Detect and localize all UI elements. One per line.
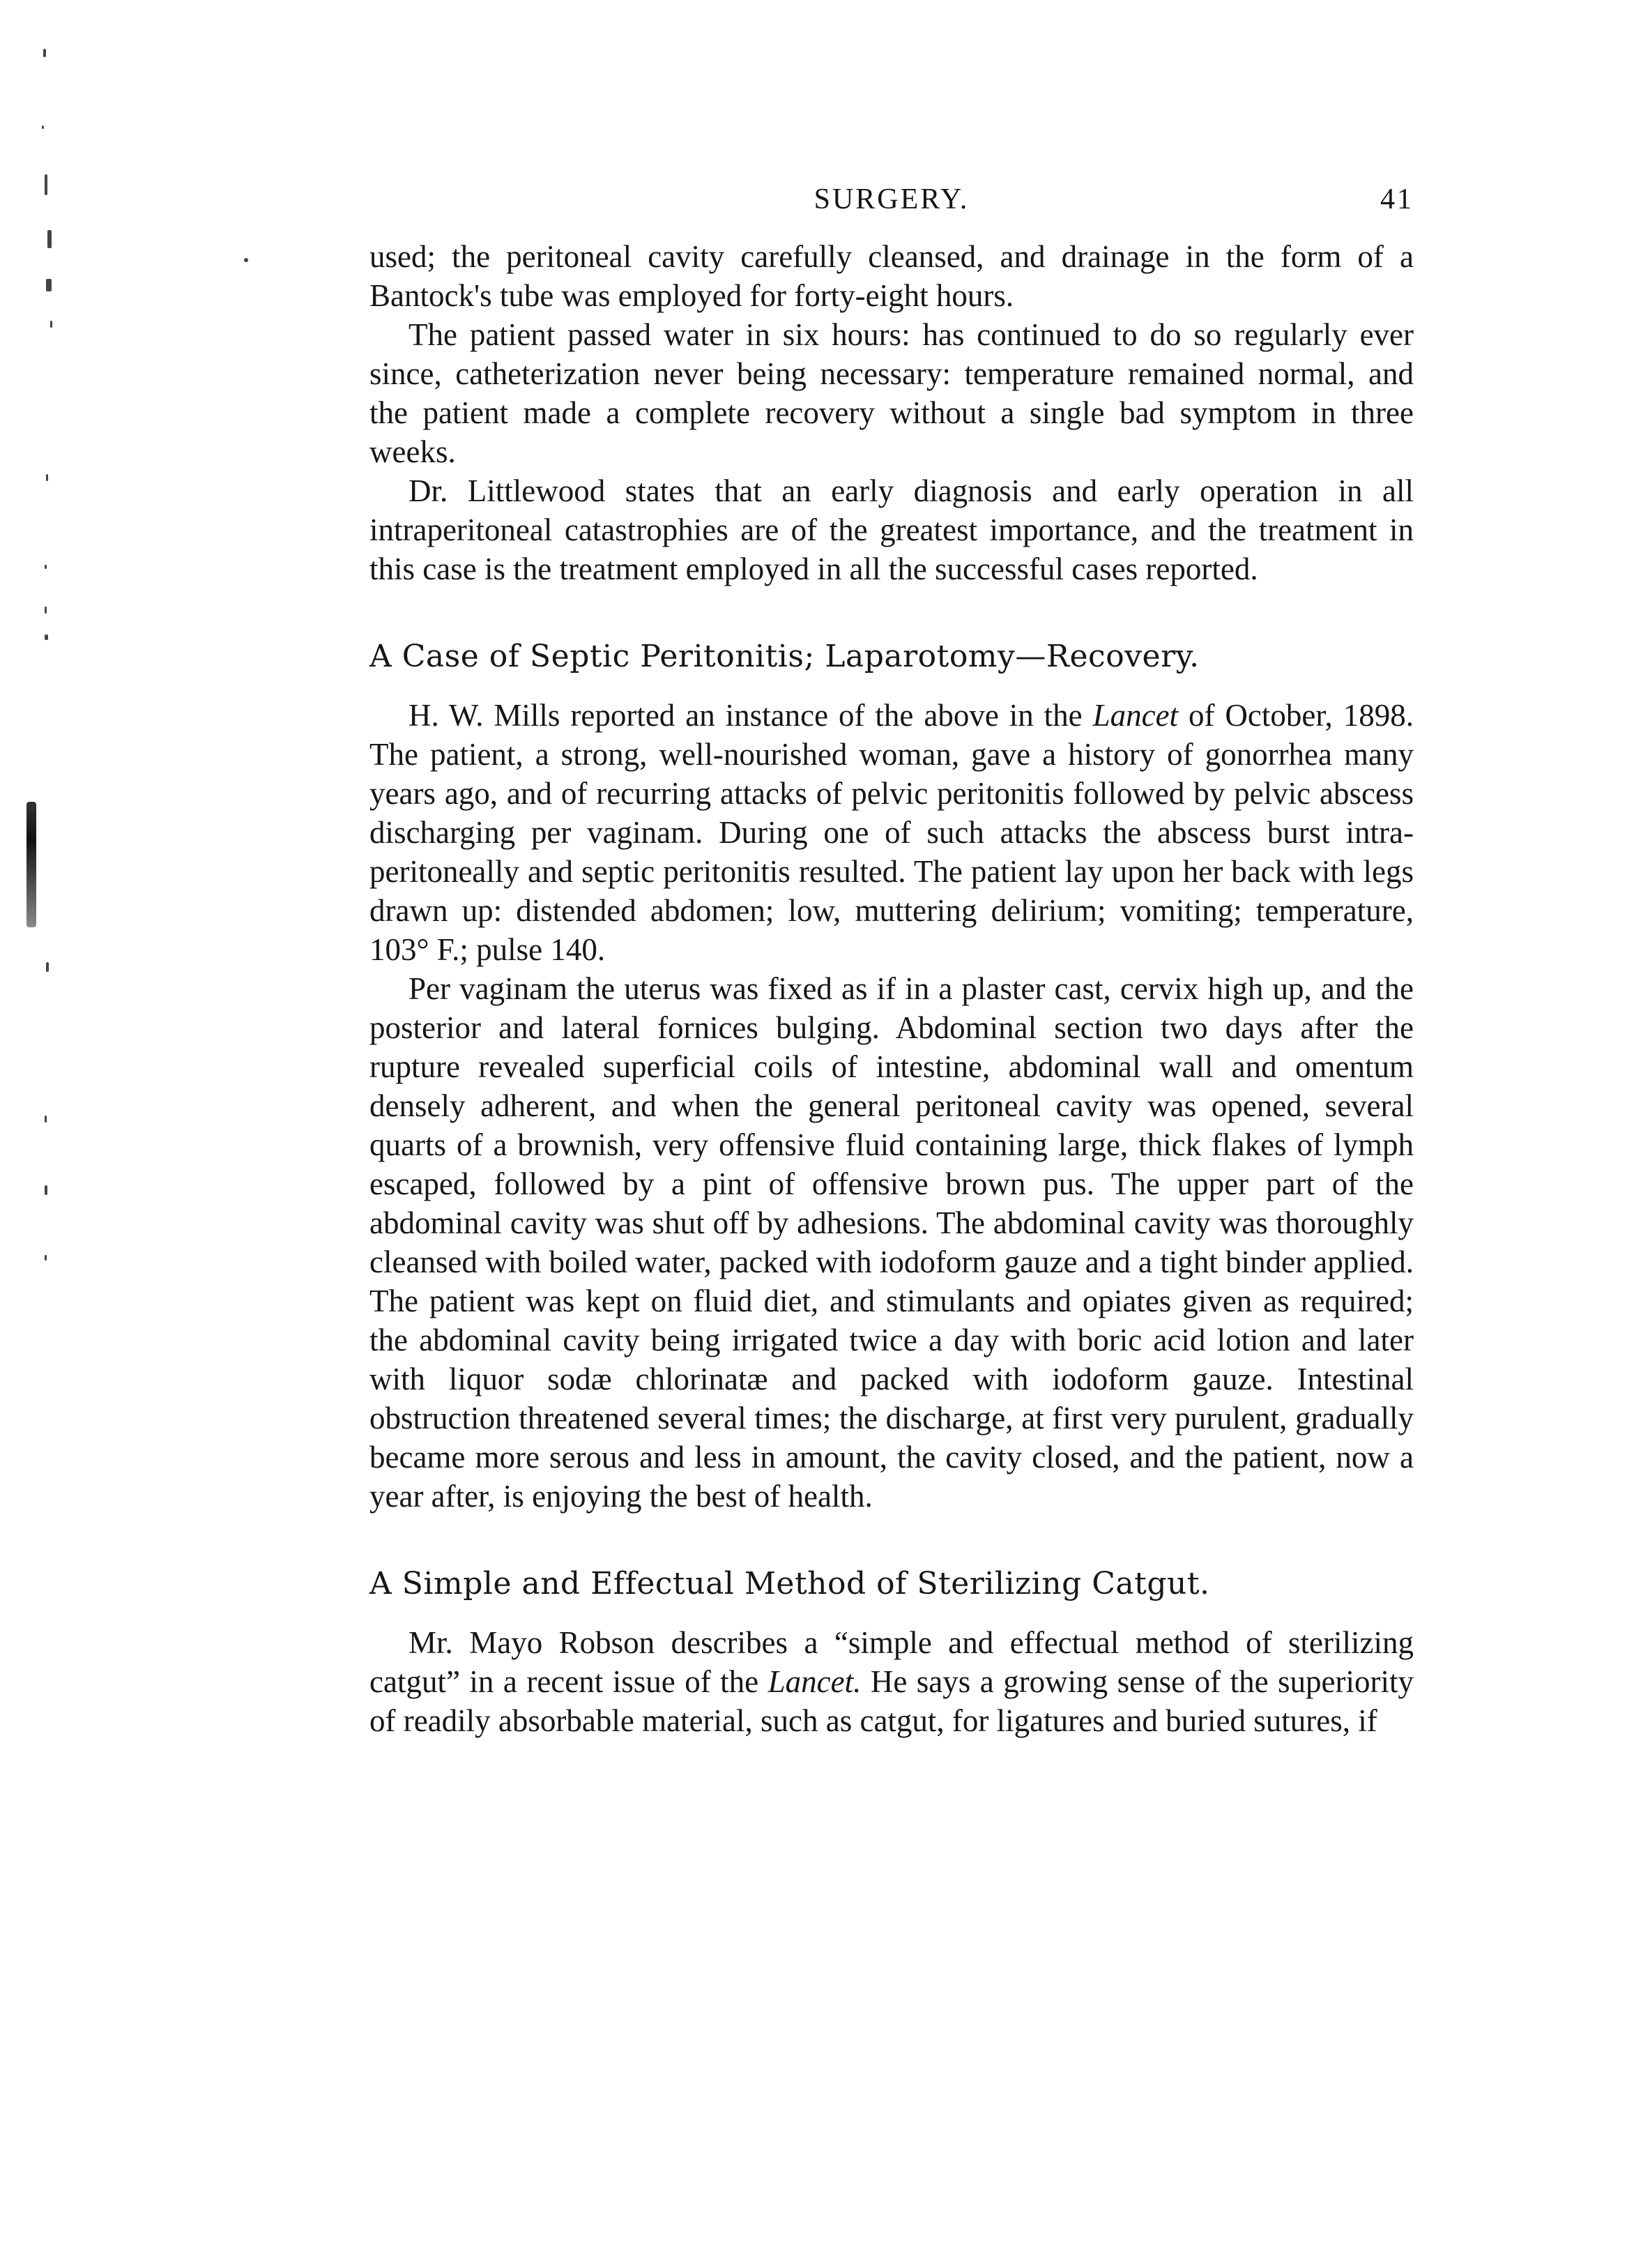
paragraph-littlewood: Dr. Littlewood states that an early diagnosis and early operation in all intraperitoneal catastrophies are of the greatest importance, and the treatment in this case is the treatment employed in all the successful cases reported. [369, 473, 1414, 586]
paragraph-mills-report: H. W. Mills reported an instance of the above in the Lancet of October, 1898. The patient, a strong, well-nourished woman, gave a history of gonorrhea many years ago, and of recurring attacks of pelvic peritonitis followed by pelvic abscess discharging per vaginam. During one of such attacks the abscess burst intra-peritoneally and septic peritonitis resulted. The patient lay upon her back with legs drawn up: distended abdomen; low, muttering delirium; vomiting; temperature, 103° F.; pulse 140. [369, 698, 1414, 967]
paragraph-per-vaginam: Per vaginam the uterus was fixed as if in a plaster cast, cervix high up, and the posterior and lateral fornices bulging. Abdominal section two days after the rupture revealed superficial coils of intestine, abdominal wall and omentum densely adherent, and when the general peritoneal cavity was opened, several quarts of a brownish, very offensive fluid containing large, thick flakes of lymph escaped, followed by a pint of offensive brown pus. The upper part of the abdominal cavity was shut off by adhesions. The abdominal cavity was thoroughly cleansed with boiled water, packed with iodoform gauze and a tight binder applied. The patient was kept on fluid diet, and stimulants and opiates given as required; the abdominal cavity being irrigated twice a day with boric acid lotion and later with liquor sodæ chlorinatæ and packed with iodoform gauze. Intestinal obstruction threatened several times; the discharge, at first very purulent, gradually became more serous and less in amount, the cavity closed, and the patient, now a year after, is enjoying the best of health. [369, 971, 1414, 1514]
running-head [369, 183, 1414, 237]
paragraph-continued: used; the peritoneal cavity carefully cleansed, and drainage in the form of a Bantock's tube was employed for forty-eight hours. [369, 239, 1414, 313]
margin-scan-marks [14, 28, 70, 1353]
section-heading-sterilizing-catgut: A Simple and Effectual Method of Sterilizing Catgut. [369, 1566, 1210, 1601]
running-head-title: SURGERY. [814, 183, 970, 215]
page-number: 41 [1380, 183, 1414, 215]
journal-name-lancet: Lancet [1092, 698, 1179, 733]
paragraph-mayo-robson: Mr. Mayo Robson describes a “simple and effectual method of sterilizing catgut” in a recent issue of the Lancet. He says a growing sense of the superiority of readily absorbable material, such as catgut, for ligatures and buried sutures, if [369, 1625, 1414, 1738]
journal-name-lancet-2: Lancet. [767, 1664, 862, 1699]
book-page [369, 183, 1414, 1740]
paragraph-patient-recovery: The patient passed water in six hours: has continued to do so regularly ever since, catheterization never being necessary: temperature remained normal, and the patient made a complete recovery without a single bad symptom in three weeks. [369, 317, 1414, 469]
section-heading-septic-peritonitis: A Case of Septic Peritonitis; Laparotomy—Recovery. [369, 639, 1200, 674]
